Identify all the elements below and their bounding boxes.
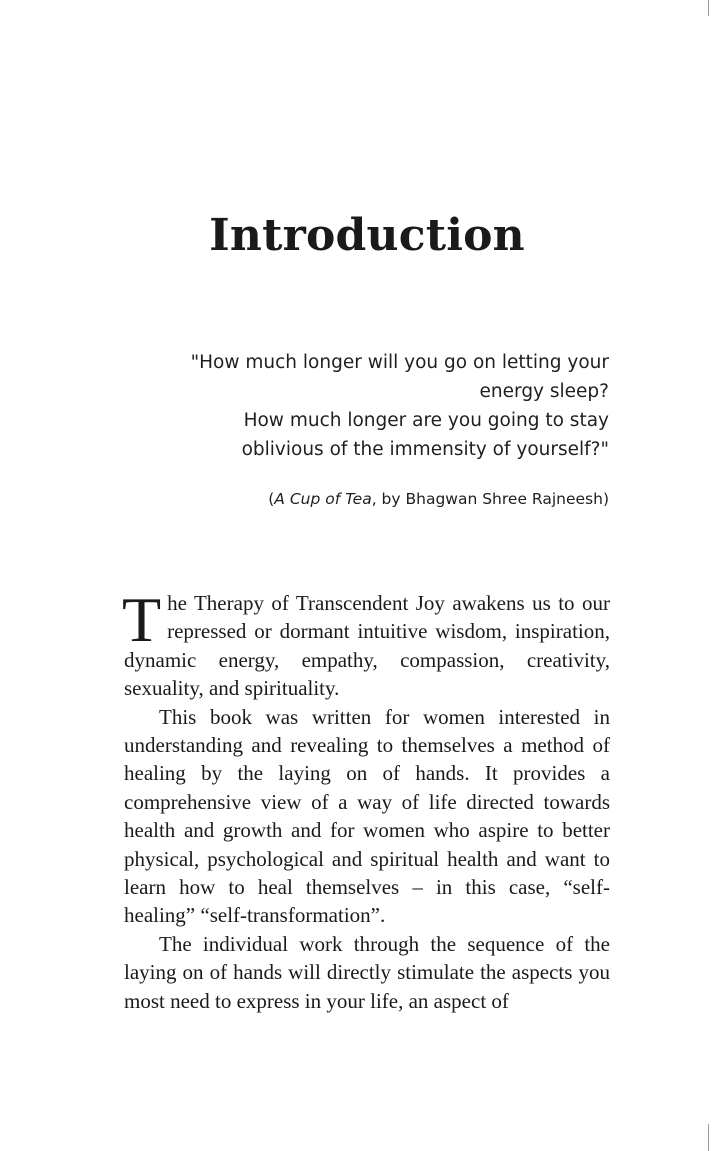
epigraph-quote: [170, 348, 609, 464]
attribution-work-title: A Cup of Tea: [274, 490, 372, 508]
body-paragraph: This book was written for women interested in understanding and revealing to themselves a method of healing by the laying on of hands. It provides a comprehensive view of a way of life directed towards health and growth and for women who aspire to better physical, psychological and spiritual health and want to learn how to heal themselves – in this case, “self-healing” “self-transformation”.: [124, 704, 610, 928]
paragraph-text: he Therapy of Transcendent Joy awakens us to our repressed or dormant intuitive wisdom, inspiration, dynamic energy, empathy, compassion, creativity, sexuality, and spirituality.: [124, 591, 610, 701]
epigraph-line: "How much longer will you go on letting your: [190, 352, 609, 373]
epigraph-line: energy sleep?: [479, 381, 609, 402]
page-edge-mark-bottom: [708, 1124, 709, 1151]
attribution-open: (: [268, 490, 275, 508]
page-edge-mark-top: [708, 0, 709, 16]
drop-cap: T: [122, 584, 162, 655]
epigraph-line: oblivious of the immensity of yourself?": [241, 439, 609, 460]
body-text: [122, 584, 610, 1015]
body-paragraph: The individual work through the sequence of the laying on of hands will directly stimulate the aspects you most need to express in your life, an aspect of: [124, 931, 610, 1013]
chapter-title: Introduction: [209, 210, 525, 261]
epigraph-line: How much longer are you going to stay: [243, 410, 609, 431]
body-paragraph: [122, 584, 610, 703]
attribution-author: , by Bhagwan Shree Rajneesh): [371, 490, 609, 508]
epigraph-attribution: [170, 487, 609, 511]
